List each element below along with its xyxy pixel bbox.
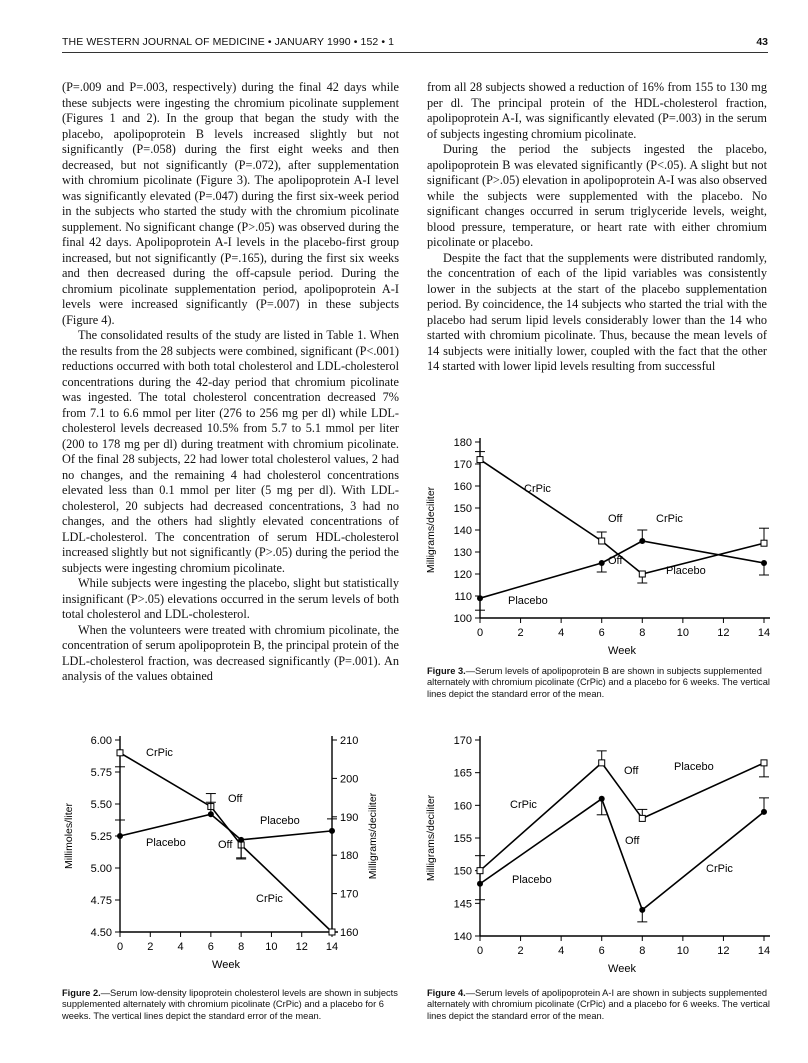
caption-text: —Serum low-density lipoprotein cholesterol levels are shown in subjects supplemented alternately with chromium picolinate (CrPic) and a placebo for 6 weeks. The vertical lines depict the standard error of the mean. <box>62 988 398 1021</box>
y-tick-label: 145 <box>453 898 472 911</box>
page-number: 43 <box>756 36 768 48</box>
x-tick-label: 10 <box>265 941 278 953</box>
x-tick-label: 6 <box>598 945 605 957</box>
paragraph: During the period the subjects ingested the placebo, apolipoprotein B was elevated significantly (P<.05). A slight but not significant (P>.05) elevation in apolipoprotein A-I was also observed while the subjects were supplemented with the placebo. No significant changes occurred in serum triglyceride levels, weight, blood pressure, temperature, or heart rate with either chromium picolinate or placebo. <box>427 142 767 249</box>
caption-label: Figure 2. <box>62 988 101 998</box>
x-axis-label: Week <box>608 963 636 975</box>
x-tick-label: 6 <box>598 627 605 639</box>
x-tick-label: 0 <box>476 945 484 957</box>
y-tick-label: 170 <box>453 459 472 471</box>
caption-text: —Serum levels of apolipoprotein B are shown in subjects supplemented alternately with chromium picolinate (CrPic) and a placebo for 6 weeks. The vertical lines depict the standard error of the mean. <box>427 666 770 699</box>
y-tick-label: 150 <box>453 865 472 878</box>
running-header <box>62 34 768 53</box>
y-tick-label: 100 <box>453 613 472 625</box>
chart-annotation: Off <box>608 513 623 525</box>
data-point <box>329 929 335 935</box>
chart-annotation: Placebo <box>260 815 300 827</box>
y-tick-label: 130 <box>453 547 472 559</box>
data-point <box>477 881 483 887</box>
y-tick-label: 5.75 <box>90 767 112 779</box>
data-point <box>208 811 214 817</box>
x-tick-label: 10 <box>676 627 689 639</box>
data-point <box>599 796 605 802</box>
y-tick-label: 5.00 <box>90 863 112 875</box>
chart-annotation: Off <box>218 839 233 851</box>
data-point <box>761 809 767 815</box>
chart-annotation: Placebo <box>674 761 714 773</box>
figure-2 <box>60 730 410 980</box>
figure-3 <box>420 432 780 662</box>
x-tick-label: 12 <box>295 941 308 953</box>
chart-annotation: CrPic <box>146 747 173 759</box>
y-tick-label: 4.50 <box>90 927 112 939</box>
caption-label: Figure 3. <box>427 666 466 676</box>
caption-text: —Serum levels of apolipoprotein A-I are shown in subjects supplemented alternately with chromium picolinate (CrPic) and a placebo for 6 weeks. The vertical lines depict the standard error of the mean. <box>427 988 770 1021</box>
series-line <box>480 541 764 598</box>
x-tick-label: 0 <box>476 627 484 639</box>
series-line <box>480 799 764 910</box>
data-point <box>117 750 123 756</box>
x-tick-label: 14 <box>757 945 771 957</box>
data-point <box>477 868 483 874</box>
caption-label: Figure 4. <box>427 988 466 998</box>
left-column <box>62 80 399 685</box>
y-tick-label-right: 190 <box>340 811 359 824</box>
y-tick-label-right: 200 <box>340 773 359 786</box>
x-tick-label: 12 <box>717 945 730 957</box>
paragraph: The consolidated results of the study are listed in Table 1. When the results from the 28 subjects were combined, significant (P<.001) reductions occurred with both total cholesterol and LDL-cholesterol concentrations during the 42-day period that chromium picolinate was ingested. The total cholesterol concentration decreased 7% from 7.1 to 6.6 mmol per liter (276 to 256 mg per dl) while LDL-cholesterol levels decreased 10.5% from 5.7 to 5.1 mmol per liter (200 to 178 mg per dl) during treatment with chromium picolinate. Of the final 28 subjects, 22 had lower total cholesterol values, 2 had no changes, and the remaining 4 had cholesterol concentrations elevated less than 0.1 mmol per liter (5 mg per dl). With LDL-cholesterol, 20 subjects had decreased concentrations, 3 had no changes, and the others had slightly elevated concentrations of LDL-cholesterol. The concentration of serum HDL-cholesterol increased slightly but not significantly (P>.05) during the period the subjects were ingesting chromium picolinate. <box>62 328 399 575</box>
chart-annotation: CrPic <box>656 513 683 525</box>
data-point <box>477 595 483 601</box>
x-tick-label: 8 <box>639 627 646 639</box>
x-tick-label: 14 <box>757 627 771 639</box>
paragraph: When the volunteers were treated with chromium picolinate, the concentration of serum apolipoprotein B, the principal protein of the LDL-cholesterol fraction, was decreased significantly (P=.001). An analysis of the values obtained <box>62 622 399 683</box>
chart-annotation: Placebo <box>508 595 548 607</box>
figure-4 <box>420 730 780 980</box>
x-tick-label: 14 <box>325 941 339 953</box>
data-point <box>639 538 645 544</box>
figure-2-chart <box>60 730 410 980</box>
data-point <box>599 538 605 544</box>
y-tick-label: 5.50 <box>90 799 112 811</box>
y-axis-label: Millimoles/liter <box>63 803 75 869</box>
figure-4-caption <box>427 988 772 1022</box>
chart-annotation: Off <box>625 835 640 847</box>
right-column <box>427 80 767 375</box>
paragraph: Despite the fact that the supplements were distributed randomly, the concentration of each of the lipid variables was consistently lower in the subjects at the start of the placebo supplementation period. By coincidence, the 14 subjects who started the trial with the placebo had serum lipid levels considerably lower than the 14 who started with chromium picolinate. Thus, because the mean levels of 14 subjects were initially lower, coupled with the fact that the other 14 started with lower lipid levels resulting from successful <box>427 250 767 373</box>
journal-header: THE WESTERN JOURNAL OF MEDICINE • JANUARY 1990 • 152 • 1 <box>62 36 395 48</box>
y-axis-label: Milligrams/deciliter <box>425 486 437 574</box>
y-axis-label: Milligrams/deciliter <box>425 794 437 882</box>
y-tick-label: 155 <box>453 833 472 845</box>
x-tick-label: 6 <box>207 941 214 953</box>
x-tick-label: 4 <box>177 941 184 953</box>
x-tick-label: 2 <box>517 627 524 639</box>
x-tick-label: 0 <box>116 941 124 953</box>
y-tick-label: 180 <box>453 437 472 449</box>
chart-annotation: CrPic <box>510 799 537 811</box>
y-tick-label: 140 <box>453 525 472 537</box>
data-point <box>599 560 605 566</box>
data-point <box>639 815 645 821</box>
data-point <box>761 560 767 566</box>
figure-4-chart <box>420 730 780 980</box>
y-tick-label-right: 160 <box>340 927 359 939</box>
data-point <box>477 457 483 463</box>
chart-annotation: Off <box>624 765 639 777</box>
y-axis-label-right: Milligrams/deciliter <box>367 792 379 880</box>
x-tick-label: 4 <box>558 945 565 957</box>
y-tick-label: 170 <box>453 735 472 747</box>
y-tick-label-right: 210 <box>340 735 359 747</box>
data-point <box>761 760 767 766</box>
data-point <box>639 907 645 913</box>
chart-annotation: Off <box>608 555 623 567</box>
x-tick-label: 12 <box>717 627 730 639</box>
chart-annotation: CrPic <box>256 893 283 905</box>
chart-annotation: Placebo <box>666 565 706 577</box>
y-tick-label: 5.25 <box>90 831 112 843</box>
y-tick-label: 6.00 <box>90 735 112 747</box>
paragraph: (P=.009 and P=.003, respectively) during the final 42 days while these subjects were ingesting the chromium picolinate supplement (Figures 1 and 2). In the group that began the study with the placebo, apolipoprotein B levels increased slightly but not significantly (P=.058) during the first eight weeks and then decreased, but not significantly (P=.072), after supplementation with chromium picolinate (Figure 3). The apolipoprotein A-I level was significantly elevated (P=.047) during the first six-week period in the subjects who started the study with the chromium picolinate supplement. No significant change (P>.05) was observed during the final 42 days. Apolipoprotein A-I levels in the placebo-first group increased, but not significantly (P=.165), during the first six weeks and then decreased during the off-capsule period. During the chromium picolinate supplementation period, apolipoprotein A-I levels were increased significantly (P=.007) in these subjects (Figure 4). <box>62 80 399 327</box>
x-axis-label: Week <box>212 959 240 971</box>
data-point <box>117 833 123 839</box>
chart-annotation: Placebo <box>146 837 186 849</box>
chart-annotation: Placebo <box>512 874 552 886</box>
x-tick-label: 2 <box>147 941 154 953</box>
y-tick-label: 160 <box>453 481 472 493</box>
y-tick-label: 140 <box>453 931 472 943</box>
series-line <box>120 814 332 840</box>
y-tick-label: 110 <box>454 591 472 603</box>
paragraph: While subjects were ingesting the placebo, slight but statistically insignificant (P>.05) elevations occurred in the serum levels of both total cholesterol and LDL-cholesterol. <box>62 576 399 621</box>
x-tick-label: 10 <box>676 945 689 957</box>
y-tick-label: 120 <box>453 569 472 581</box>
data-point <box>329 828 335 834</box>
chart-annotation: Off <box>228 793 243 805</box>
data-point <box>761 540 767 546</box>
data-point <box>639 571 645 577</box>
y-tick-label-right: 170 <box>340 888 359 901</box>
x-tick-label: 8 <box>639 945 646 957</box>
y-tick-label-right: 180 <box>340 850 359 863</box>
data-point <box>238 837 244 843</box>
x-axis-label: Week <box>608 645 636 657</box>
x-tick-label: 2 <box>517 945 524 957</box>
x-tick-label: 8 <box>238 941 245 953</box>
paragraph: from all 28 subjects showed a reduction of 16% from 155 to 130 mg per dl. The principal protein of the HDL-cholesterol fraction, apolipoprotein A-I, was significantly elevated (P=.003) in the serum of subjects ingesting chromium picolinate. <box>427 80 767 141</box>
chart-annotation: CrPic <box>524 483 551 495</box>
figure-3-caption <box>427 666 772 700</box>
y-tick-label: 4.75 <box>90 895 112 907</box>
x-tick-label: 4 <box>558 627 565 639</box>
y-tick-label: 165 <box>453 767 472 780</box>
data-point <box>599 760 605 766</box>
y-tick-label: 160 <box>453 800 472 813</box>
y-tick-label: 150 <box>453 503 472 515</box>
chart-annotation: CrPic <box>706 863 733 875</box>
figure-2-caption <box>62 988 402 1022</box>
figure-3-chart <box>420 432 780 662</box>
